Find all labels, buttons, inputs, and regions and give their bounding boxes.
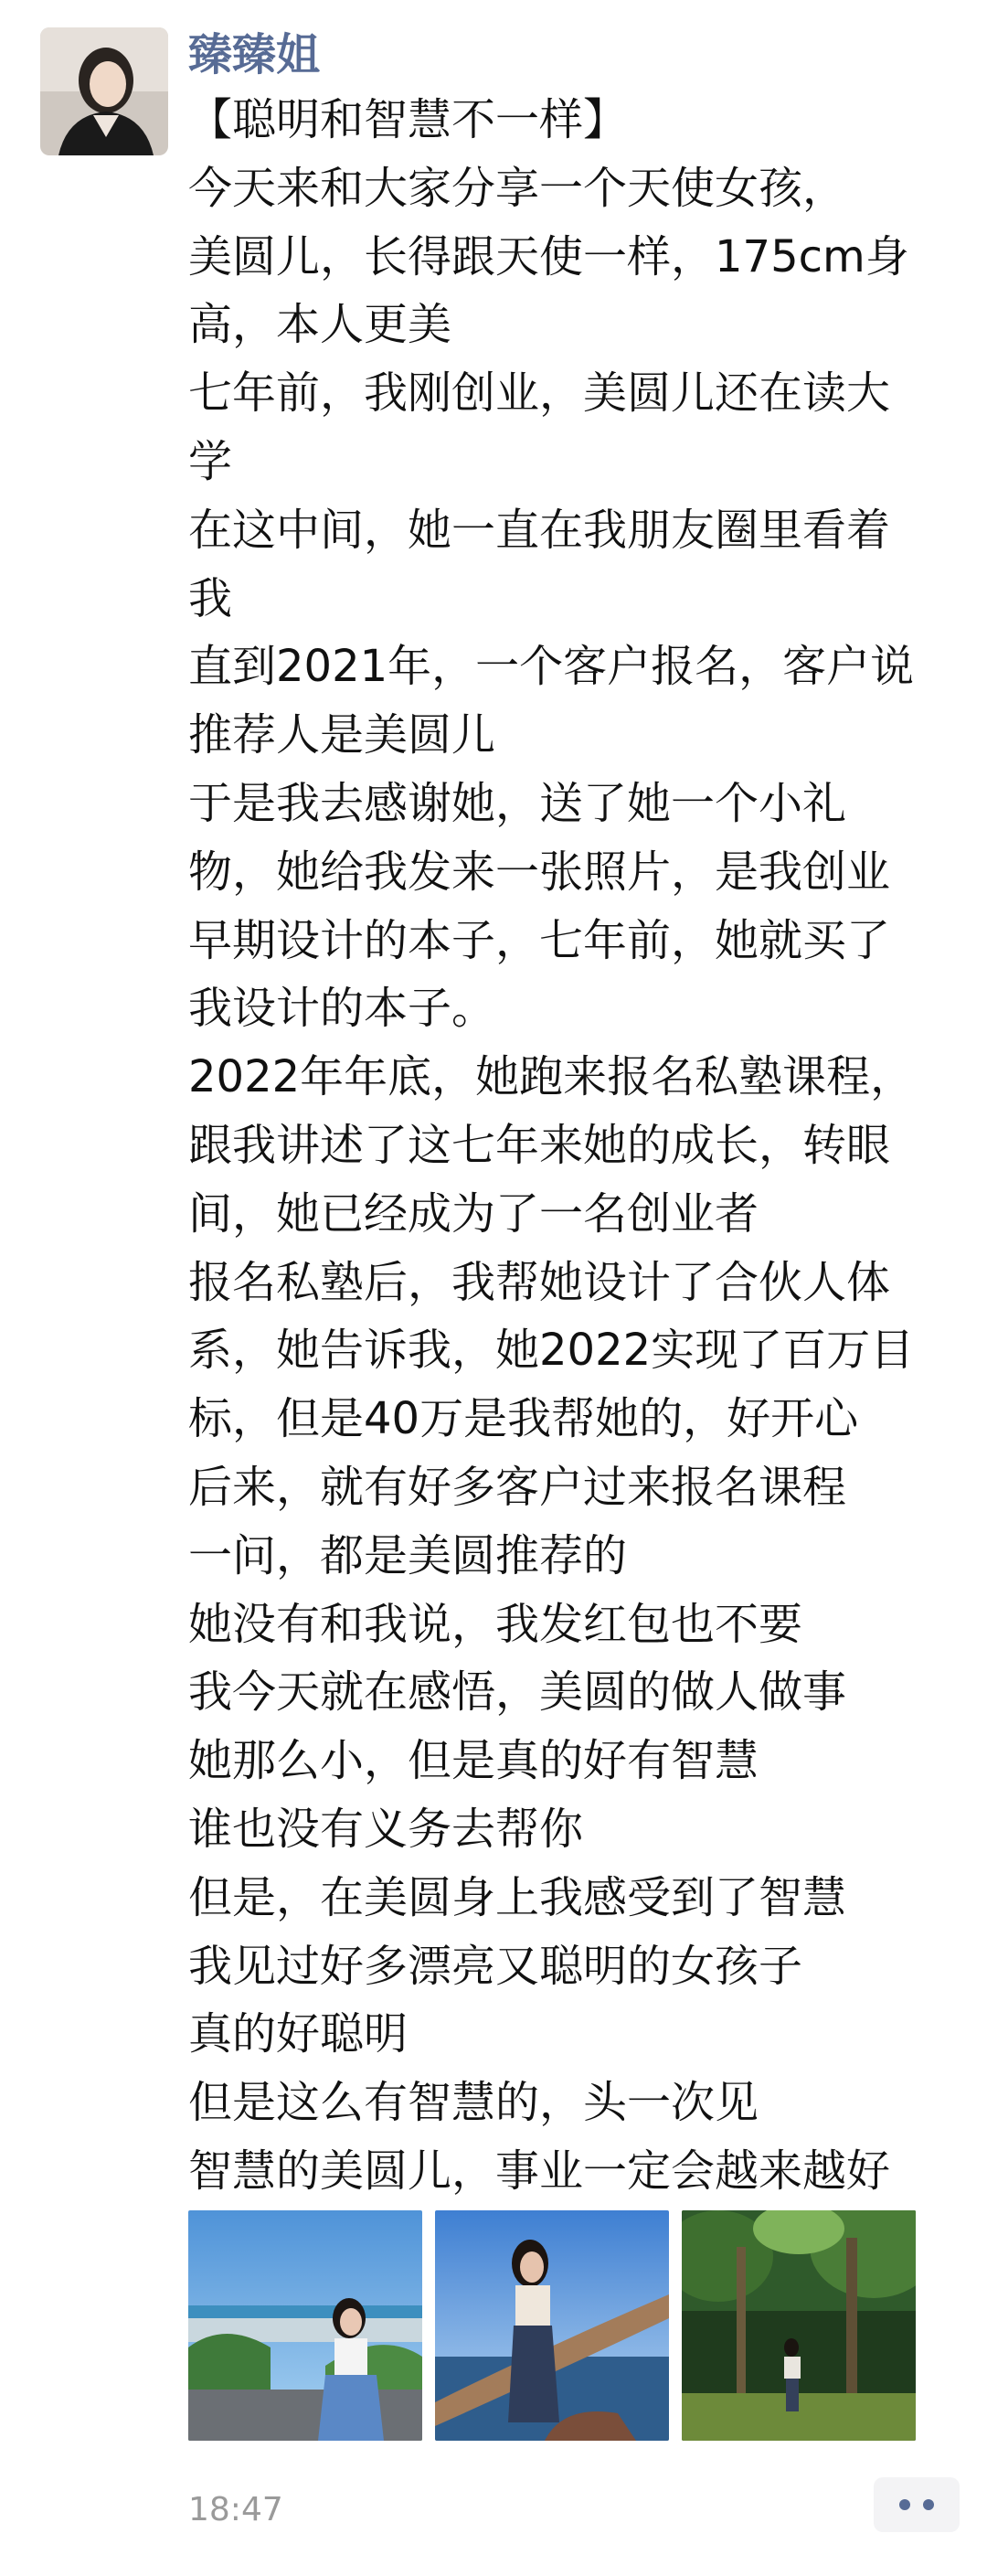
post-line: 我今天就在感悟，美圆的做人做事 [188,1666,847,1719]
post-line: 物，她给我发来一张照片，是我创业 [188,846,891,898]
post-timestamp: 18:47 [188,2491,283,2528]
post-line: 后来，就有好多客户过来报名课程 [188,1461,847,1513]
author-avatar[interactable] [40,27,168,155]
author-name[interactable]: 臻臻姐 [188,29,321,80]
post-line: 系，她告诉我，她2022实现了百万目 [188,1325,915,1377]
post-line: 推荐人是美圆儿 [188,709,496,761]
post-line: 今天来和大家分享一个天使女孩， [188,162,847,214]
post-line: 间，她已经成为了一名创业者 [188,1187,759,1240]
photo-woman-in-forest[interactable] [682,2210,916,2441]
post-line: 我设计的本子。 [188,983,496,1035]
photo-grid [188,2210,916,2441]
post-line: 于是我去感谢她，送了她一个小礼 [188,777,847,829]
post-line: 早期设计的本子，七年前，她就买了 [188,914,891,966]
post-line: 我 [188,572,233,624]
post-line: 2022年年底，她跑来报名私塾课程， [188,1051,915,1103]
post-line: 【聪明和智慧不一样】 [188,94,628,145]
post-line: 美圆儿，长得跟天使一样，175cm身 [188,230,909,282]
post-line: 我见过好多漂亮又聪明的女孩子 [188,1940,803,1992]
post-line: 谁也没有义务去帮你 [188,1803,584,1855]
post-line: 她那么小，但是真的好有智慧 [188,1735,759,1787]
post-line: 报名私塾后，我帮她设计了合伙人体 [188,1256,891,1308]
post-line: 标，但是40万是我帮她的，好开心 [188,1393,859,1445]
more-dots-icon [899,2499,910,2510]
photo-woman-by-sea[interactable] [188,2210,422,2441]
post-line: 她没有和我说，我发红包也不要 [188,1598,803,1650]
post-line: 高，本人更美 [188,299,452,351]
post-line: 学 [188,435,233,487]
post-line: 但是这么有智慧的，头一次见 [188,2077,759,2129]
post-line: 真的好聪明 [188,2008,409,2060]
post-line: 智慧的美圆儿，事业一定会越来越好 [188,2145,891,2197]
post-text [188,86,965,2206]
more-dots-icon [923,2499,934,2510]
post-line: 在这中间，她一直在我朋友圈里看着 [188,504,891,556]
post-line: 跟我讲述了这七年来她的成长，转眼 [188,1119,891,1171]
post-line: 但是，在美圆身上我感受到了智慧 [188,1871,847,1923]
post-line: 一问，都是美圆推荐的 [188,1529,628,1581]
post-line: 七年前，我刚创业，美圆儿还在读大 [188,367,891,420]
post-line: 直到2021年，一个客户报名，客户说 [188,641,915,693]
more-actions-button[interactable] [874,2477,960,2532]
photo-woman-on-tree-branch[interactable] [435,2210,669,2441]
